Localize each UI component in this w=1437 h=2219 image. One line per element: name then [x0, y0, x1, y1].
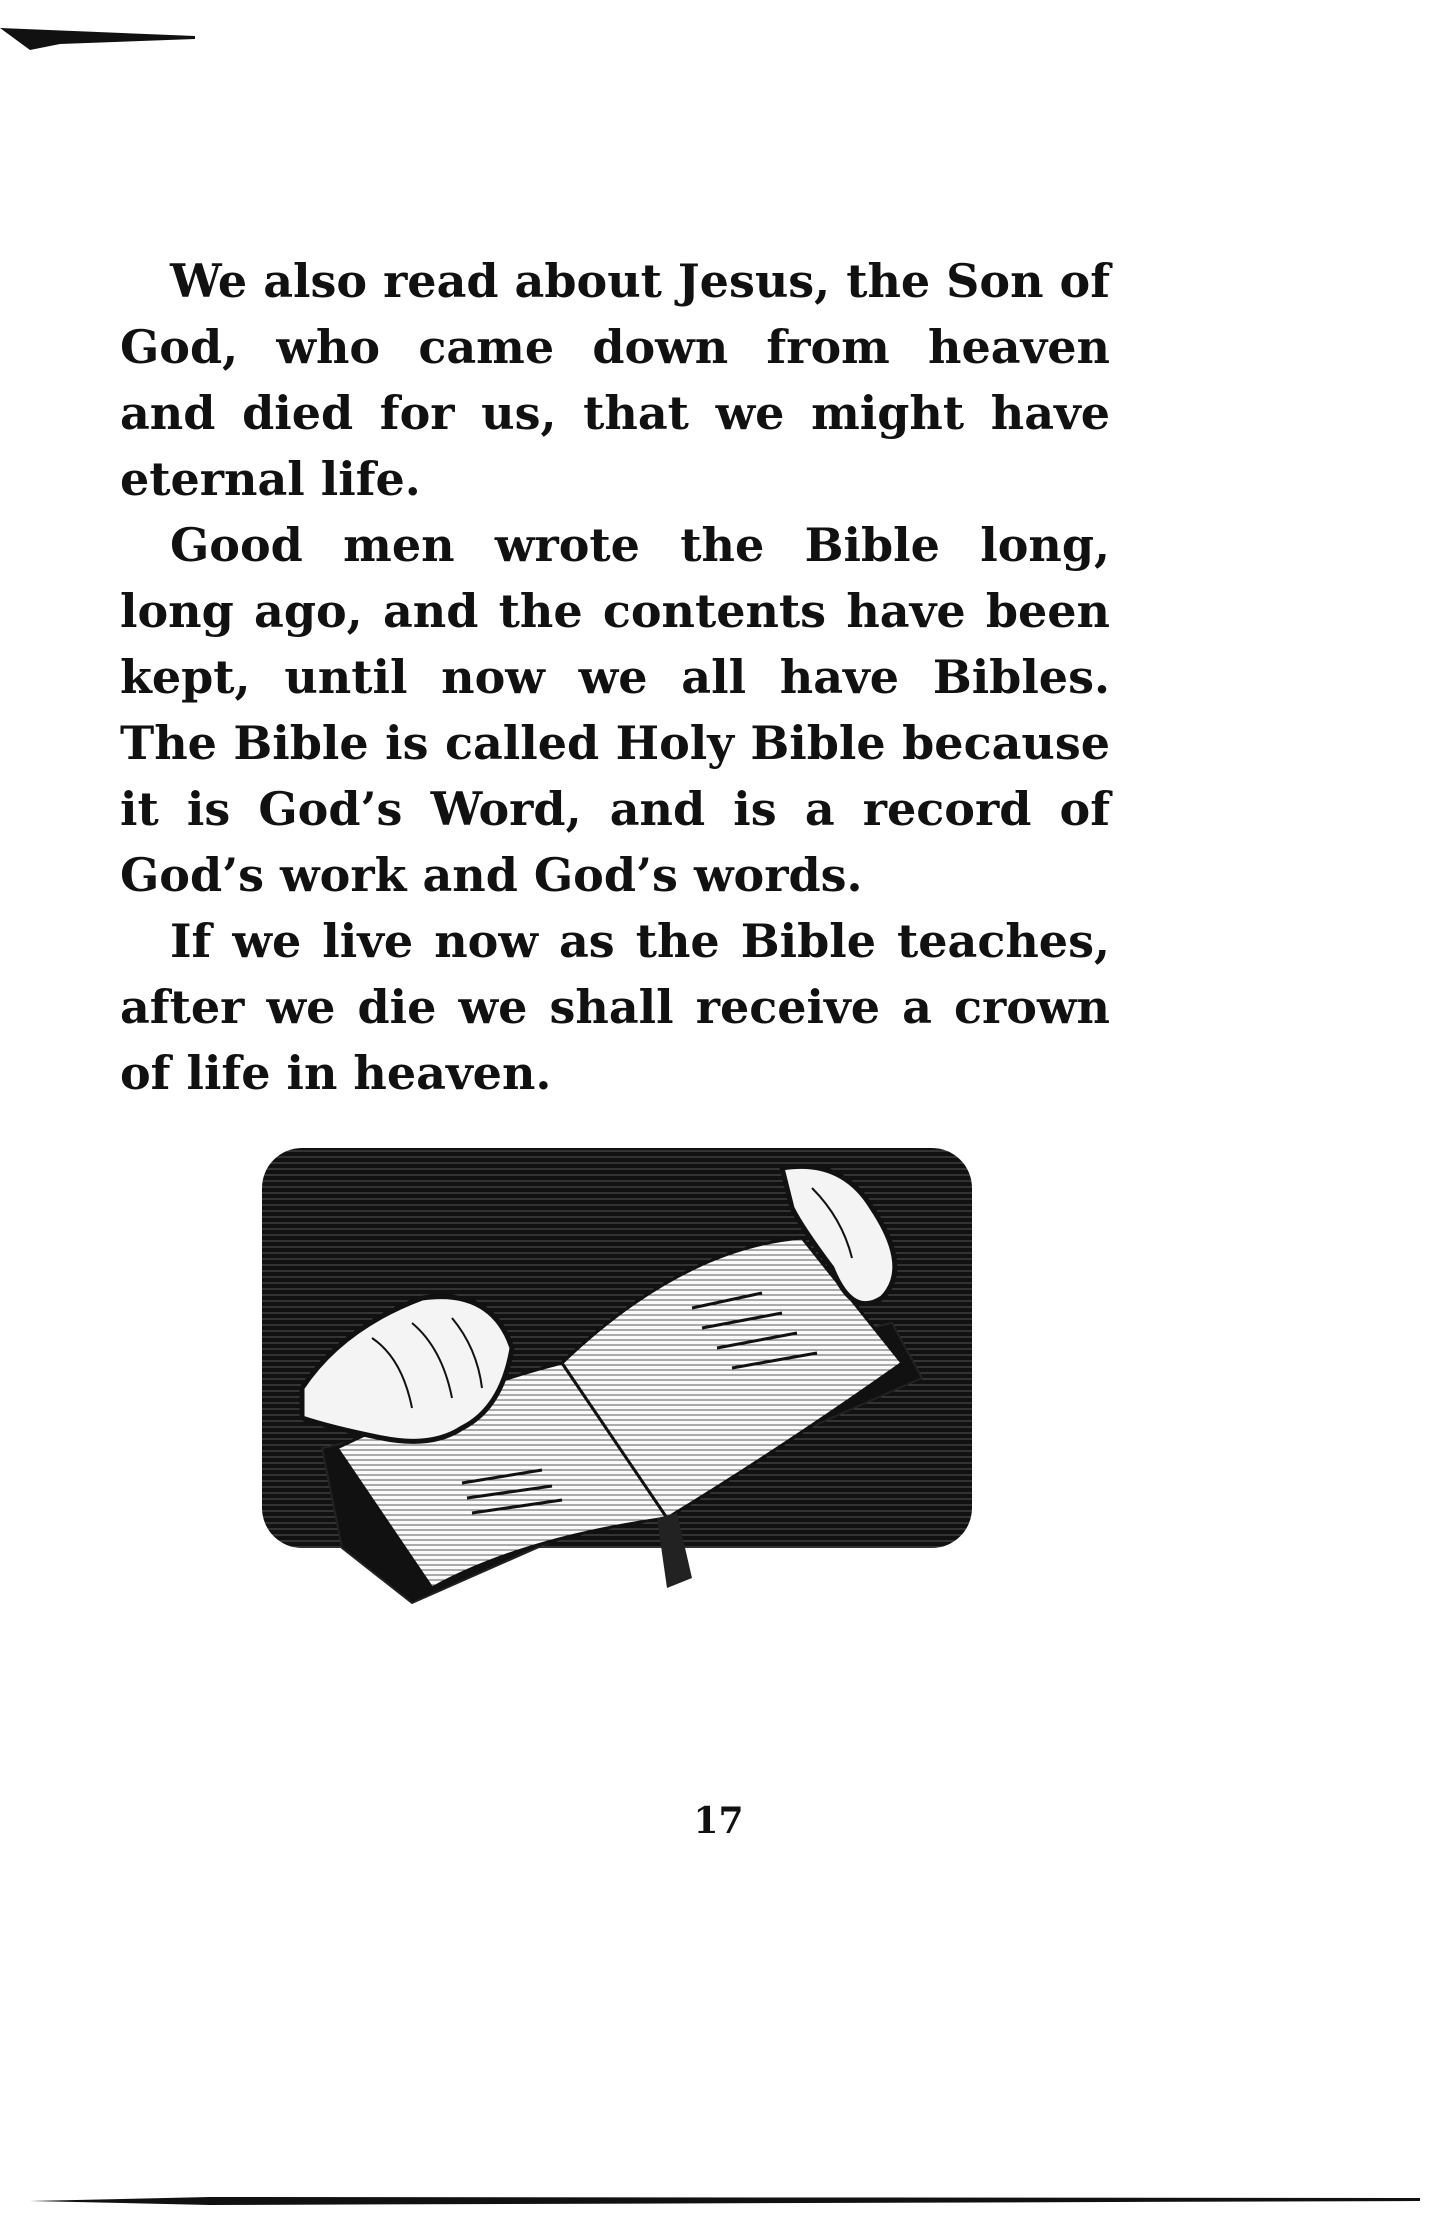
paragraph-2: Good men wrote the Bible long, long ago, and the contents have been kept, until now we all have Bibles. The Bible is called Holy Bible because it is God’s Word, and is a record of God’s work and God’s words. [120, 518, 1110, 902]
page-corner-mark [0, 14, 200, 54]
body-text [120, 248, 1110, 1106]
paragraph-3: If we live now as the Bible teaches, after we die we shall receive a crown of life in heaven. [120, 914, 1110, 1100]
bible-illustration [262, 1148, 972, 1618]
page-number: 17 [693, 1800, 744, 1842]
paragraph-1: We also read about Jesus, the Son of God, who came down from heaven and died for us, that we might have eternal life. [120, 254, 1111, 506]
page-bottom-rule [30, 2195, 1420, 2209]
